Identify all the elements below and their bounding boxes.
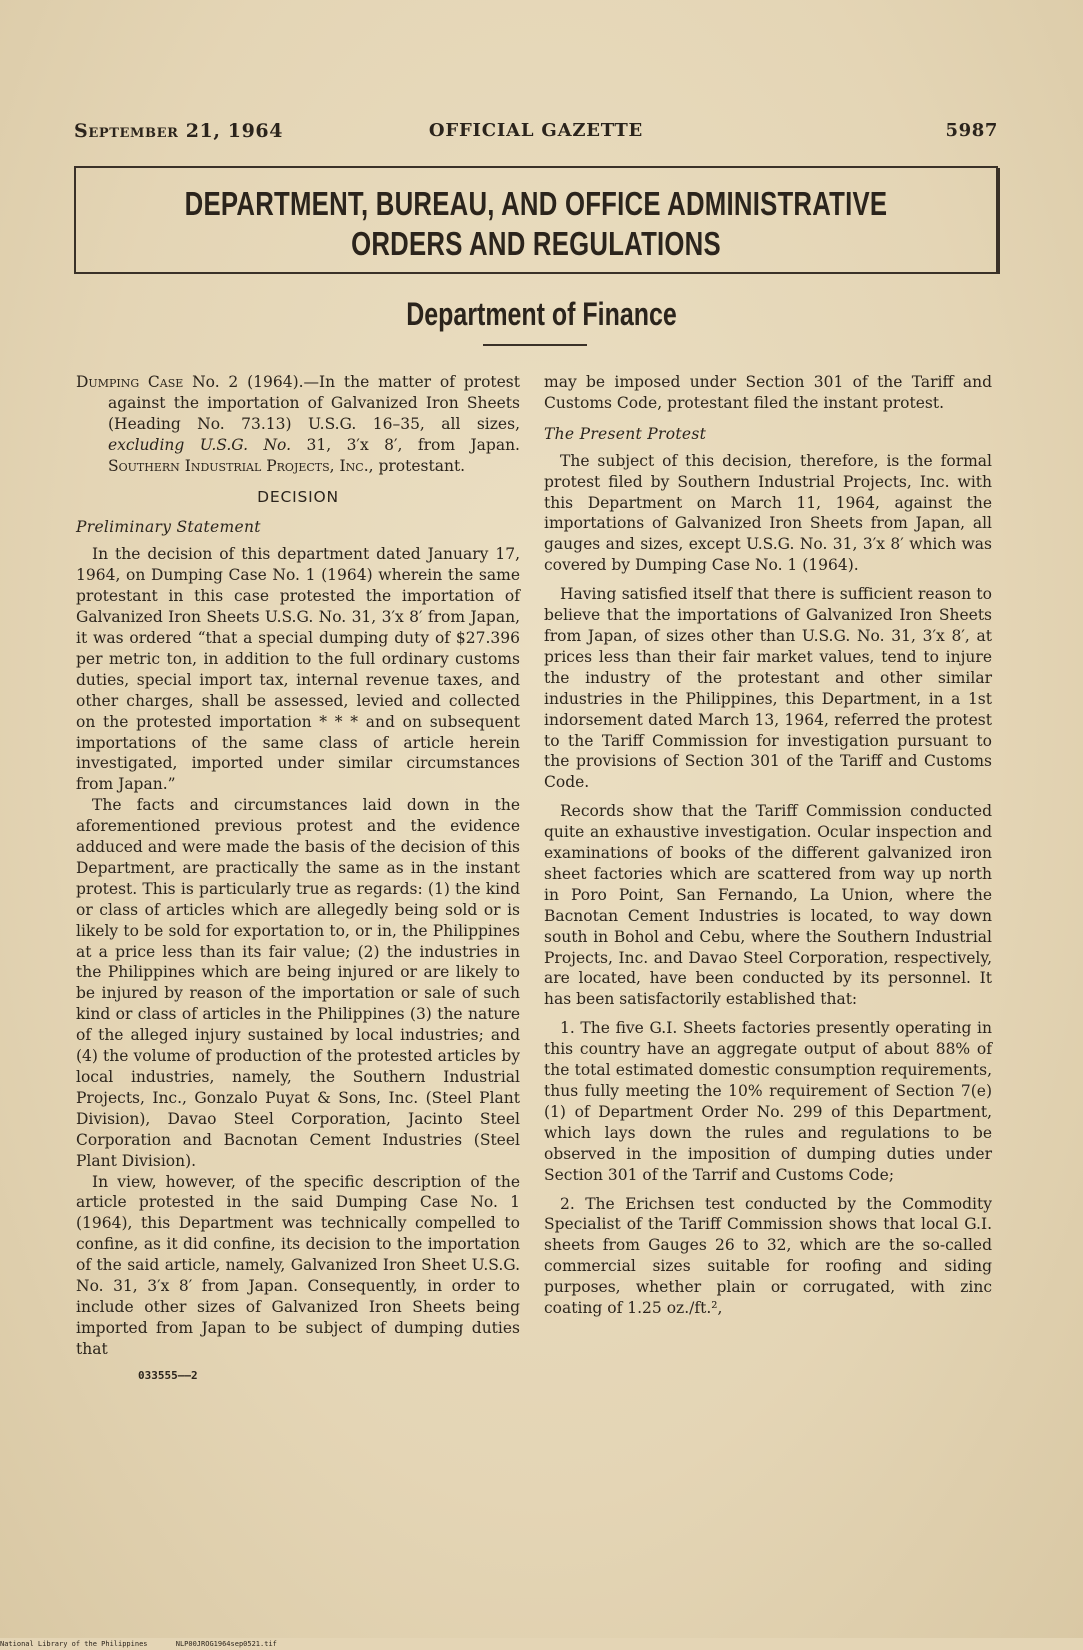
section-title-box — [74, 168, 1000, 274]
section-title-line-1: DEPARTMENT, BUREAU, AND OFFICE ADMINISTRATIVE — [184, 185, 888, 222]
right-paragraph-1: may be imposed under Section 301 of the Tariff and Customs Code, protestant filed the instant protest. — [544, 373, 992, 412]
left-paragraph-1: In the decision of this department dated January 17, 1964, on Dumping Case No. 1 (1964) wherein the same protestant in this case protested the importation of Galvanized Iron Sheets U.S.G. No. 31, 3′x 8′ from Japan, it was ordered “that a special dumping duty of $27.396 per metric ton, in addition to the full ordinary customs duties, special import tax, internal revenue taxes, and other charges, shall be assessed, levied and collected on the protested importation * * * and on subsequent importations of the same class of article herein investigated, imported under similar circumstances from Japan.” — [76, 545, 520, 794]
right-paragraph-4: Records show that the Tariff Commission conducted quite an exhaustive investigation. Ocular inspection and examinations of books of the different galvanized iron sheet factories which are scattered from way up north in Poro Point, San Fernando, La Union, where the Bacnotan Cement Industries is located, to way down south in Bohol and Cebu, where the Southern Industrial Projects, Inc. and Davao Steel Corporation, respectively, are located, have been conducted by its personnel. It has been satisfactorily established that: — [544, 802, 992, 1009]
case-caption-label: Dumping Case — [76, 373, 184, 391]
present-protest-heading: The Present Protest — [544, 424, 707, 443]
scan-footer — [0, 1638, 1083, 1650]
finding-2: 2. The Erichsen test conducted by the Commodity Specialist of the Tariff Commission shows that local G.I. sheets from Gauges 26 to 32, which are the so-called commercial sizes suitable for roofing and siding purposes, whether plain or corrugated, with zinc coating of 1.25 oz./ft.², — [544, 1194, 992, 1318]
finding-1: 1. The five G.I. Sheets factories presently operating in this country have an aggregate output of about 88% of the total estimated domestic consumption requirements, thus fully meeting the 10% requirement of Section 7(e) (1) of Department Order No. 299 of this Department, which lays down the rules and regulations to be observed in the imposition of dumping duties under Section 301 of the Tarrif and Customs Code; — [544, 1019, 992, 1184]
right-paragraph-3: Having satisfied itself that there is sufficient reason to believe that the importations of Galvanized Iron Sheets from Japan, of sizes other than U.S.G. No. 31, 3′x 8′, at prices less than their fair market values, tend to injure the industry of the protestant and other similar industries in the Philippines, this Department, in a 1st indorsement dated March 13, 1964, referred the protest to the Tariff Commission for investigation pursuant to the provisions of Section 301 of the Tariff and Customs Code. — [544, 585, 992, 792]
left-paragraph-3: In view, however, of the specific description of the article protested in the said Dumping Case No. 1 (1964), this Department was technically compelled to confine, as it did confine, its decision to the importation of the said article, namely, Galvanized Iron Sheet U.S.G. No. 31, 3′x 8′ from Japan. Consequently, in order to include other sizes of Galvanized Iron Sheets being imported from Japan to be subject of dumping duties that — [76, 1172, 520, 1358]
department-heading: Department of Finance — [406, 296, 677, 332]
right-paragraph-2: The subject of this decision, therefore, is the formal protest filed by Southern Industrial Projects, Inc. with this Department on March 11, 1964, against the importations of Galvanized Iron Sheets from Japan, all gauges and sizes, except U.S.G. No. 31, 3′x 8′ which was covered by Dumping Case No. 1 (1964). — [544, 451, 992, 575]
page-number: 5987 — [945, 120, 998, 141]
case-excluding: excluding U.S.G. No. — [108, 435, 292, 454]
case-protestant-suffix: , protestant. — [368, 456, 466, 475]
case-number: No. 2 (1964).—In the matter of protest against the importation of Galvanized Iron Sheets (Heading No. 73.13) U.S.G. 16–35, all sizes, — [108, 373, 520, 433]
right-column — [544, 372, 992, 1319]
section-title — [177, 184, 895, 264]
left-column — [76, 372, 520, 1387]
issue-date: September 21, 1964 — [74, 120, 284, 142]
left-paragraph-2: The facts and circumstances laid down in the aforementioned previous protest and the evidence adduced and were made the basis of the decision of this Department, are practically the same as in the instant protest. This is particularly true as regards: (1) the kind or class of articles which are allegedly being sold or is likely to be sold for exportation to, or in, the Philippines at a price less than its fair value; (2) the industries in the Philippines which are being injured or are likely to be injured by reason of the importation or sale of such kind or class of articles in the Philippines (3) the nature of the alleged injury sustained by local industries; and (4) the volume of production of the protested articles by local industries, namely, the Southern Industrial Projects, Inc., Gonzalo Puyat & Sons, Inc. (Steel Plant Division), Davao Steel Corporation, Jacinto Steel Corporation and Bacnotan Cement Industries (Steel Plant Division). — [76, 796, 520, 1170]
section-title-line-2: ORDERS AND REGULATIONS — [351, 225, 721, 262]
library-name: National Library of the Philippines — [0, 1640, 148, 1648]
case-caption — [76, 372, 520, 477]
scan-filename: NLP00JROG1964sep0521.tif — [175, 1640, 277, 1648]
preliminary-heading: Preliminary Statement — [76, 518, 261, 537]
printer-code: 033555——2 — [138, 1368, 198, 1382]
case-protestant: Southern Industrial Projects, Inc. — [108, 456, 369, 475]
department-underline — [483, 344, 587, 346]
running-header — [74, 120, 998, 148]
decision-heading: DECISION — [257, 487, 339, 506]
case-excluding-detail: 31, 3′x 8′, from Japan. — [306, 435, 520, 454]
publication-name: OFFICIAL GAZETTE — [428, 120, 644, 141]
